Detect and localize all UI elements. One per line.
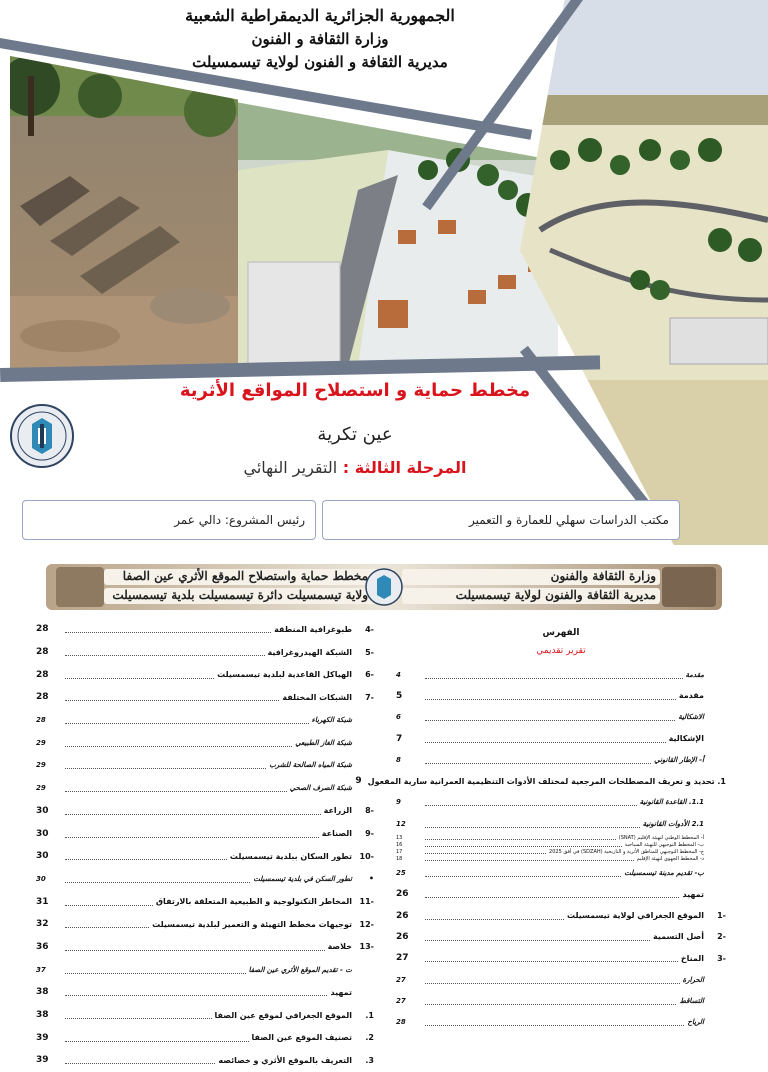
toc-entry-number: -3 [717, 953, 726, 963]
toc-dot-leader [425, 869, 621, 877]
toc-entry [396, 862, 726, 883]
toc-entry [36, 686, 374, 709]
toc-entry-page: 28 [36, 716, 46, 725]
toc-entry-page: 39 [36, 1055, 49, 1066]
phase-label: المرحلة الثالثة : [342, 458, 467, 477]
toc-entry [396, 834, 726, 841]
report-phase [150, 458, 560, 477]
toc-entry [36, 800, 374, 823]
toc-entry-page: 28 [36, 624, 49, 635]
toc-entry-number: -2 [717, 932, 726, 942]
index-page [0, 552, 768, 1066]
toc-entry-title: الحرارة [682, 975, 704, 984]
toc-dot-leader [425, 1018, 684, 1026]
toc-entry-title: الإشكالية [668, 734, 704, 744]
toc-entry-page: 31 [36, 896, 49, 907]
toc-entry-page: 28 [36, 669, 49, 680]
toc-dot-leader [65, 852, 227, 860]
toc-dot-leader [65, 693, 279, 701]
toc-entry-title: 1.1. القاعدة القانونية [639, 798, 704, 807]
toc-entry [36, 958, 374, 981]
toc-entry-title: شبكة الغاز الطبيعي [295, 738, 352, 747]
toc-entry-page: 9 [396, 798, 401, 807]
toc-entry-page: 28 [396, 1018, 406, 1027]
toc-entry [36, 731, 374, 754]
toc-entry-page: 5 [396, 690, 403, 701]
toc-entry-title: المخاطر التكنولوجية و الطبيعية المتعلقة بالارتفاق [155, 897, 352, 907]
toc-dot-leader [425, 954, 678, 962]
toc-dot-leader [425, 976, 680, 984]
toc-entry-page: 29 [36, 738, 46, 747]
toc-heading: الفهرس [542, 628, 580, 638]
toc-entry-title: شبكة المياه الصالحة للشرب [269, 761, 352, 770]
toc-subheading: تقرير تقديمي [536, 646, 586, 656]
toc-entry-page: 28 [36, 692, 49, 703]
ministry-line-ministry: وزارة الثقافة و الفنون [251, 30, 389, 48]
toc-dot-leader [65, 761, 266, 769]
toc-entry-page: 37 [36, 965, 46, 974]
toc-entry-number: -6 [365, 670, 374, 680]
toc-entry-page: 4 [396, 670, 401, 679]
toc-entry-title: الرياح [687, 1018, 704, 1027]
toc-entry-number: -5 [365, 647, 374, 657]
toc-entry [396, 855, 726, 862]
toc-entry-number: -1 [717, 911, 726, 921]
toc-entry [396, 749, 726, 770]
toc-entry-title: 1. تحديد و تعريف المصطلحات المرجعية لمختلف الأدوات التنظيمية العمرانية سارية المفعول [367, 776, 726, 786]
toc-entry-page: 18 [396, 855, 403, 862]
toc-entry [36, 641, 374, 664]
toc-entry [36, 709, 374, 732]
toc-entry-title: ب- المخطط التوجيهي للتهيئة السياحية [624, 841, 704, 848]
ministry-line-directorate: مديرية الثقافة و الفنون لولاية تيسمسيلت [192, 53, 448, 71]
toc-entry [396, 969, 726, 990]
toc-entry-title: توجيهات مخطط التهيئة و التعمير لبلدية تيسمسيلت [152, 919, 352, 929]
toc-dot-leader [65, 784, 287, 792]
toc-entry-title: ج- المخطط التوجيهي للمناطق الأثرية و التاريخية (SDZAH) في أفق 2025 [549, 848, 704, 855]
toc-entry [36, 845, 374, 868]
toc-entry-page: 29 [36, 761, 46, 770]
toc-entry-title: أصل التسمية [652, 932, 704, 942]
toc-entry [396, 884, 726, 905]
toc-entry [396, 848, 726, 855]
project-lead-text: رئيس المشروع: دالي عمر [174, 513, 305, 527]
toc-entry [36, 890, 374, 913]
toc-dot-leader [65, 830, 319, 838]
toc-entry-number: 2. [365, 1033, 374, 1043]
toc-dot-leader [65, 807, 321, 815]
toc-entry-page: 13 [396, 834, 403, 841]
toc-entry-page: 38 [36, 987, 49, 998]
toc-entry-title: شبكة الكهرباء [311, 716, 352, 725]
toc-entry-page: 16 [396, 841, 403, 848]
toc-dot-leader [425, 671, 683, 679]
toc-entry [396, 792, 726, 813]
toc-dot-leader [65, 988, 327, 996]
toc-entry-title: طبوغرافية المنطقة [274, 624, 352, 634]
toc-entry-number: -11 [359, 897, 374, 907]
toc-entry-page: 30 [36, 851, 49, 862]
toc-dot-leader [65, 920, 149, 928]
toc-entry-page: 30 [36, 805, 49, 816]
site-name: عين تكرية [317, 424, 393, 445]
toc-entry [396, 948, 726, 969]
toc-entry-page: 26 [396, 931, 409, 942]
report-title: مخطط حماية و استصلاح المواقع الأثرية [179, 380, 531, 401]
toc-dot-leader [425, 997, 676, 1005]
toc-entry-title: المناخ [680, 953, 704, 963]
toc-entry-number: -4 [365, 624, 374, 634]
toc-entry-page: 25 [396, 869, 406, 878]
toc-entry [36, 981, 374, 1004]
toc-entry [36, 1004, 374, 1027]
toc-entry-page: 30 [36, 828, 49, 839]
toc-dot-leader [425, 912, 564, 920]
toc-entry-page: 6 [396, 713, 401, 722]
toc-entry-page: 27 [396, 953, 409, 964]
ministry-seal-logo [10, 404, 74, 468]
toc-dot-leader [65, 739, 292, 747]
toc-dot-leader [65, 625, 271, 633]
toc-column-left [36, 618, 374, 1072]
toc-entry-title: الاشكالية [678, 713, 704, 722]
toc-entry-page: 8 [396, 755, 401, 764]
toc-entry-title: ب- تقديم مدينة تيسمسيلت [624, 869, 704, 878]
toc-entry-number: -9 [365, 829, 374, 839]
toc-entry-number: -7 [365, 692, 374, 702]
toc-dot-leader [65, 648, 265, 656]
toc-entry [355, 770, 726, 791]
toc-entry-title: شبكة الصرف الصحي [289, 784, 352, 793]
toc-entry-number: • [368, 874, 374, 884]
toc-entry-page: 32 [36, 919, 49, 930]
toc-dot-leader [65, 875, 250, 883]
project-lead-box [22, 500, 316, 540]
toc-entry [36, 663, 374, 686]
toc-dot-leader [65, 943, 325, 951]
header-banner [46, 564, 722, 610]
toc-entry [36, 777, 374, 800]
toc-dot-leader [65, 1011, 212, 1019]
toc-dot-leader [425, 756, 651, 764]
toc-entry-title: التعريف بالموقع الأثري و خصائصه [218, 1055, 352, 1065]
toc-entry-title: ت - تقديم الموقع الأثري عين الصفا [248, 965, 352, 974]
toc-entry [36, 868, 374, 891]
toc-dot-leader [425, 735, 666, 743]
toc-dot-leader [425, 798, 637, 806]
toc-entry-title: الموقع الجغرافي لموقع عين الصفا [214, 1010, 352, 1020]
toc-dot-leader [425, 713, 675, 721]
toc-entry-page: 36 [36, 941, 49, 952]
toc-entry-page: 28 [36, 647, 49, 658]
toc-dot-leader [425, 890, 679, 898]
toc-dot-leader [65, 898, 153, 906]
toc-dot-leader [425, 933, 650, 941]
toc-left-list [36, 618, 374, 1072]
toc-entry [396, 664, 726, 685]
toc-entry [396, 707, 726, 728]
toc-dot-leader [425, 843, 622, 847]
toc-entry [36, 822, 374, 845]
design-office-text: مكتب الدراسات سهلي للعمارة و التعمير [469, 513, 669, 527]
toc-dot-leader [425, 836, 616, 840]
toc-entry-page: 27 [396, 975, 406, 984]
toc-entry-number: -10 [359, 851, 374, 861]
toc-entry-title: التساقط [679, 996, 704, 1005]
toc-entry-title: تمهيد [330, 987, 352, 997]
toc-entry [396, 841, 726, 848]
toc-dot-leader [425, 820, 640, 828]
toc-entry [36, 754, 374, 777]
toc-entry-page: 26 [396, 910, 409, 921]
toc-entry-number: 1. [365, 1010, 374, 1020]
toc-entry [396, 990, 726, 1011]
toc-entry-page: 26 [396, 889, 409, 900]
toc-entry-title: تطور السكن في بلدية تيسمسيلت [253, 874, 352, 883]
toc-dot-leader [65, 966, 246, 974]
toc-entry-title: مقدمة [685, 670, 704, 679]
ministry-line-republic: الجمهورية الجزائرية الديمقراطية الشعبية [185, 6, 455, 25]
toc-entry-page: 29 [36, 784, 46, 793]
toc-entry-title: الشبكات المختلفة [282, 692, 352, 702]
toc-entry-page: 7 [396, 733, 403, 744]
design-office-box [322, 500, 680, 540]
toc-entry [396, 813, 726, 834]
banner-right-line2: مديرية الثقافة والفنون لولاية تيسمسيلت [455, 588, 656, 602]
toc-entry-page: 39 [36, 1032, 49, 1043]
toc-entry-title: الموقع الجغرافي لولاية تيسمسيلت [566, 911, 704, 921]
photo-archaeological-ruins [10, 56, 238, 368]
toc-entry-page: 17 [396, 848, 403, 855]
toc-dot-leader [425, 850, 546, 854]
toc-entry-title: مقدمة [678, 691, 704, 701]
toc-entry-title: أ- المخطط الوطني لتهيئة الإقليم (SNAT) [618, 834, 704, 841]
toc-entry [396, 685, 726, 706]
toc-entry-page: 38 [36, 1010, 49, 1021]
banner-left-line2: ولاية تيسمسيلت دائرة تيسمسيلت بلدية تيسمسيلت [112, 588, 368, 602]
toc-dot-leader [65, 1056, 215, 1064]
toc-entry [36, 618, 374, 641]
toc-dot-leader [65, 671, 214, 679]
toc-entry-number: -13 [359, 942, 374, 952]
toc-dot-leader [425, 692, 676, 700]
phase-value: التقرير النهائي [243, 458, 338, 477]
toc-entry-title: الزراعة [323, 806, 352, 816]
toc-entry-title: أ- الإطار القانوني [654, 755, 704, 764]
toc-entry-number: 3. [365, 1055, 374, 1065]
toc-entry-title: خلاصة [327, 942, 352, 952]
toc-entry-page: 12 [396, 819, 406, 828]
toc-entry [36, 1049, 374, 1072]
toc-entry-page: 9 [355, 776, 362, 787]
toc-entry-title: الهياكل القاعدية لبلدية تيسمسيلت [217, 670, 352, 680]
toc-entry [36, 936, 374, 959]
toc-dot-leader [65, 716, 309, 724]
toc-entry-title: 2.1 الأدوات القانونية [642, 819, 704, 828]
toc-entry-title: الشبكة الهيدروغرافية [267, 647, 352, 657]
toc-dot-leader [65, 1034, 249, 1042]
banner-right-line1: وزارة الثقافة والفنون [550, 569, 656, 583]
toc-entry-title: تصنيف الموقع عين الصفا [251, 1033, 352, 1043]
toc-entry-title: تمهيد [682, 889, 704, 899]
toc-entry-page: 30 [36, 874, 46, 883]
toc-entry-page: 27 [396, 996, 406, 1005]
toc-dot-leader [425, 857, 634, 861]
toc-entry-title: الصناعة [321, 829, 352, 839]
banner-left-line1: مخطط حماية واستصلاح الموقع الأثري عين الصفا [122, 569, 368, 583]
toc-entry [396, 1011, 726, 1032]
toc-entry-number: -12 [359, 919, 374, 929]
toc-entry-number: -8 [365, 806, 374, 816]
toc-entry-title: د- المخطط الجهوي لتهيئة الإقليم [636, 855, 704, 862]
toc-entry [396, 926, 726, 947]
toc-entry [396, 905, 726, 926]
toc-entry [396, 728, 726, 749]
toc-entry [36, 1026, 374, 1049]
toc-entry-title: تطور السكان ببلدية تيسمسيلت [229, 851, 352, 861]
toc-entry [36, 913, 374, 936]
